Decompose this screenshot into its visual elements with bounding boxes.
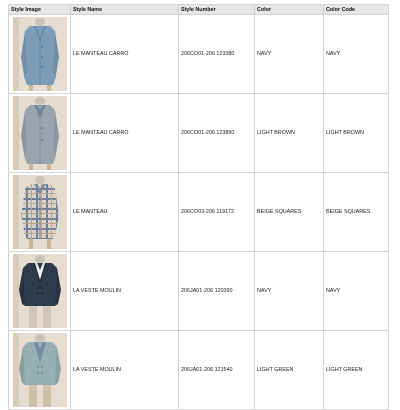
header-color: Color	[255, 5, 324, 15]
header-style-image: Style Image	[9, 5, 71, 15]
style-name: LE MANTEAU CARRO	[71, 15, 179, 94]
color: LIGHT BROWN	[255, 94, 324, 173]
blazer-photo	[13, 254, 67, 328]
color-code: NAVY	[324, 15, 389, 94]
style-name: LE MANTEAU	[71, 173, 179, 252]
color-code: LIGHT BROWN	[324, 94, 389, 173]
header-style-number: Style Number	[179, 5, 255, 15]
color-code: BEIGE SQUARES	[324, 173, 389, 252]
style-image-cell	[9, 94, 71, 173]
style-table	[8, 4, 389, 410]
style-number: 206CO03-206 119172	[179, 173, 255, 252]
style-name: LA VESTE MOULIN	[71, 331, 179, 410]
header-style-name: Style Name	[71, 5, 179, 15]
long-coat-photo	[13, 17, 67, 91]
header-row	[9, 5, 389, 15]
plaid-coat-photo	[13, 175, 67, 249]
color: NAVY	[255, 252, 324, 331]
blazer-photo	[13, 333, 67, 407]
style-image-cell	[9, 173, 71, 252]
style-number: 206JA01-206 121540	[179, 331, 255, 410]
style-name: LE MANTEAU CARRO	[71, 94, 179, 173]
style-image-cell	[9, 331, 71, 410]
style-image-cell	[9, 15, 71, 94]
color-code: LIGHT GREEN	[324, 331, 389, 410]
table-row	[9, 94, 389, 173]
style-number: 206CO01-206 123850	[179, 94, 255, 173]
color: BEIGE SQUARES	[255, 173, 324, 252]
table-row	[9, 252, 389, 331]
color-code: NAVY	[324, 252, 389, 331]
style-image-cell	[9, 252, 71, 331]
style-number: 206JA01-206 120390	[179, 252, 255, 331]
header-color-code: Color Code	[324, 5, 389, 15]
color: NAVY	[255, 15, 324, 94]
table-row	[9, 15, 389, 94]
long-coat-photo	[13, 96, 67, 170]
style-number: 206CO01-206 123380	[179, 15, 255, 94]
style-name: LA VESTE MOULIN	[71, 252, 179, 331]
table-row	[9, 331, 389, 410]
color: LIGHT GREEN	[255, 331, 324, 410]
table-row	[9, 173, 389, 252]
